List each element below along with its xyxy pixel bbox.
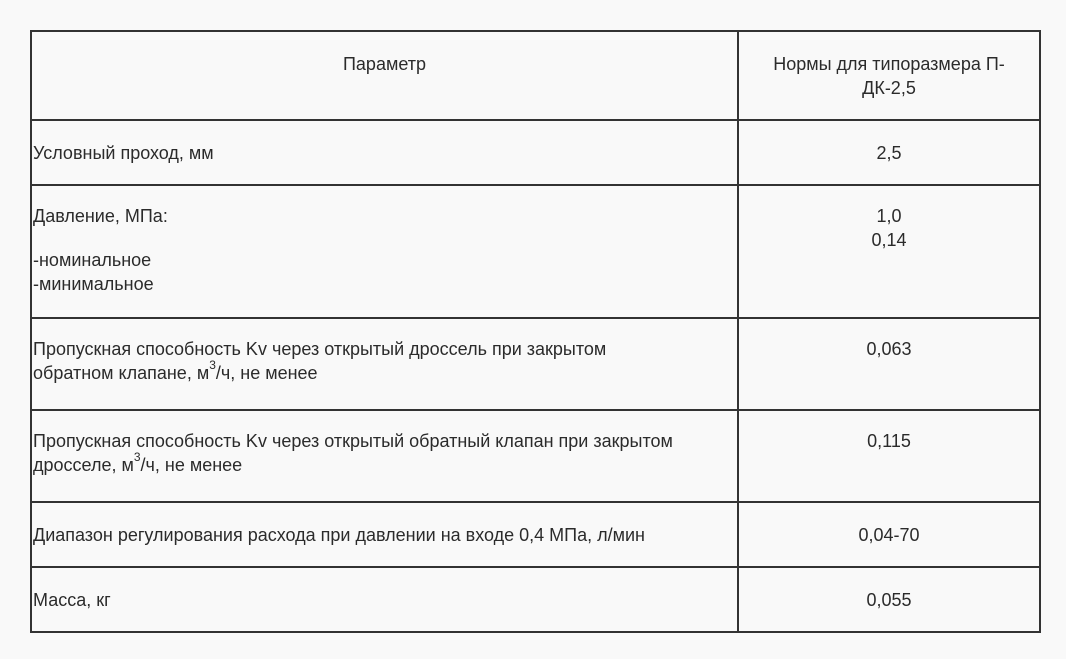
value-cell: 0,115 xyxy=(738,410,1040,502)
param-line-1: Пропускная способность Kv через открытый обратный клапан при закрытом xyxy=(33,431,673,451)
param-line-2 xyxy=(33,358,737,385)
spacer xyxy=(33,228,737,248)
param-line-2-sup: 3 xyxy=(133,450,141,464)
header-value: Нормы для типоразмера П-ДК-2,5 xyxy=(738,31,1040,120)
table-row xyxy=(31,318,1040,410)
param-line-2 xyxy=(33,450,737,477)
table-row xyxy=(31,410,1040,502)
table-row xyxy=(31,120,1040,185)
param-cell: Масса, кг xyxy=(31,567,738,632)
param-cell xyxy=(31,185,738,318)
value-cell: 0,063 xyxy=(738,318,1040,410)
param-cell xyxy=(31,410,738,502)
param-line-2-post: /ч, не менее xyxy=(215,363,318,383)
table-row xyxy=(31,185,1040,318)
param-line-2-post: /ч, не менее xyxy=(140,455,243,475)
header-param: Параметр xyxy=(31,31,738,120)
param-title: Давление, МПа: xyxy=(33,206,168,226)
value-cell: 0,055 xyxy=(738,567,1040,632)
param-sub-minimal: -минимальное xyxy=(33,274,154,294)
value-nominal: 1,0 xyxy=(876,206,902,226)
param-cell xyxy=(31,318,738,410)
value-minimal: 0,14 xyxy=(871,230,907,250)
param-line-2-sup: 3 xyxy=(209,358,216,372)
table-row xyxy=(31,567,1040,632)
param-cell: Диапазон регулирования расхода при давлении на входе 0,4 МПа, л/мин xyxy=(31,502,738,567)
value-cell: 0,04-70 xyxy=(738,502,1040,567)
value-cell: 2,5 xyxy=(738,120,1040,185)
param-line-2-pre: обратном клапане, м xyxy=(33,363,210,383)
table-row xyxy=(31,502,1040,567)
param-sub-nominal: -номинальное xyxy=(33,250,152,270)
param-line-2-pre: дросселе, м xyxy=(33,455,134,475)
param-cell: Условный проход, мм xyxy=(31,120,738,185)
table-header-row xyxy=(31,31,1040,120)
param-line-1: Пропускная способность Kv через открытый дроссель при закрытом xyxy=(33,339,607,359)
value-cell xyxy=(738,185,1040,318)
spec-table xyxy=(30,30,1041,633)
